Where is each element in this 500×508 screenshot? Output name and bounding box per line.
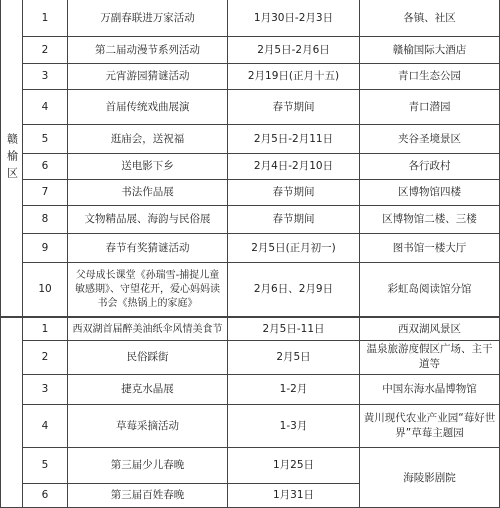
cell-number: 5 [23,125,68,154]
cell-place-merged [360,448,500,508]
cell-time: 2月5日-11日 [228,318,360,341]
cell-time: 2月6日、2月9日 [228,263,360,317]
cell-event-name: 万副春联进万家活动 [68,0,228,37]
cell-event-name: 西双湖首届醉美油纸伞风情美食节 [68,318,228,341]
cell-time: 1月31日 [228,484,360,508]
table-row [0,37,500,64]
cell-number: 3 [23,375,68,405]
table-row [0,405,500,448]
cell-time: 春节期间 [228,90,360,125]
table-row [0,180,500,206]
cell-time: 2月5日(正月初一) [228,234,360,263]
table-row [0,125,500,154]
cell-event-name: 第三届少儿春晚 [68,448,228,484]
cell-number: 4 [23,405,68,448]
cell-time: 1-3月 [228,405,360,448]
cell-event-name: 春节有奖猜谜活动 [68,234,228,263]
table-row [0,317,500,341]
cell-time: 2月5日-2月6日 [228,37,360,64]
cell-number: 2 [23,37,68,64]
cell-time: 1月30日-2月3日 [228,0,360,37]
cell-event-name: 文物精品展、海韵与民俗展 [68,206,228,234]
cell-number: 4 [23,90,68,125]
table-row [0,206,500,234]
cell-place: 区博物馆四楼 [360,180,500,206]
cell-number: 5 [23,448,68,484]
cell-place: 青口潜园 [360,90,500,125]
cell-place: 图书馆一楼大厅 [360,234,500,263]
cell-event-name: 第二届动漫节系列活动 [68,37,228,64]
cell-time: 2月5日-2月11日 [228,125,360,154]
cell-number: 1 [23,0,68,37]
cell-number: 9 [23,234,68,263]
cell-place: 赣榆国际大酒店 [360,37,500,64]
table-row [0,64,500,90]
cell-place: 各行政村 [360,154,500,180]
cell-event-name: 第三届百姓春晚 [68,484,228,508]
cell-place: 各镇、社区 [360,0,500,37]
cell-event-name: 书法作品展 [68,180,228,206]
cell-time: 2月5日 [228,340,360,375]
cell-place: 温泉旅游度假区广场、主干道等 [360,340,500,375]
cell-place: 西双湖风景区 [360,318,500,341]
cell-place: 区博物馆二楼、三楼 [360,206,500,234]
cell-event-name: 首届传统戏曲展演 [68,90,228,125]
cell-number: 10 [23,263,68,317]
cell-time: 春节期间 [228,180,360,206]
cell-time: 2月4日-2月10日 [228,154,360,180]
table-row [0,234,500,263]
cell-time: 1-2月 [228,375,360,405]
cell-event-name: 父母成长课堂《孙瑞雪-捕捉儿童敏感期》、守望花开，爱心妈妈读书会《热锅上的家庭》 [68,263,228,317]
table-row [0,0,500,37]
cell-event-name: 民俗踩街 [68,340,228,375]
cell-event-name: 草莓采摘活动 [68,405,228,448]
cell-place: 青口生态公园 [360,64,500,90]
cell-event-name: 捷克水晶展 [68,375,228,405]
cell-time: 2月19日(正月十五) [228,64,360,90]
table-row [0,90,500,125]
cell-time: 春节期间 [228,206,360,234]
cell-event-name: 逛庙会，送祝福 [68,125,228,154]
merged-place-label: 海陵影剧院 [403,472,456,484]
cell-place: 彩虹岛阅读馆分馆 [360,263,500,317]
cell-number: 6 [23,484,68,508]
cell-time: 1月25日 [228,448,360,484]
cell-event-name: 送电影下乡 [68,154,228,180]
cell-event-name: 元宵游园猜谜活动 [68,64,228,90]
cell-number: 3 [23,64,68,90]
table-row [0,263,500,317]
cell-place: 黄川现代农业产业园“莓好世界”草莓主题园 [360,405,500,448]
table-row [0,154,500,180]
table-row [0,375,500,405]
cell-place: 夹谷圣境景区 [360,125,500,154]
cell-number: 2 [23,340,68,375]
cell-place: 中国东海水晶博物馆 [360,375,500,405]
cell-number: 6 [23,154,68,180]
cell-number: 1 [23,318,68,341]
cell-number: 7 [23,180,68,206]
cell-number: 8 [23,206,68,234]
district-label: 赣榆区 [5,132,19,184]
table-row [0,340,500,375]
